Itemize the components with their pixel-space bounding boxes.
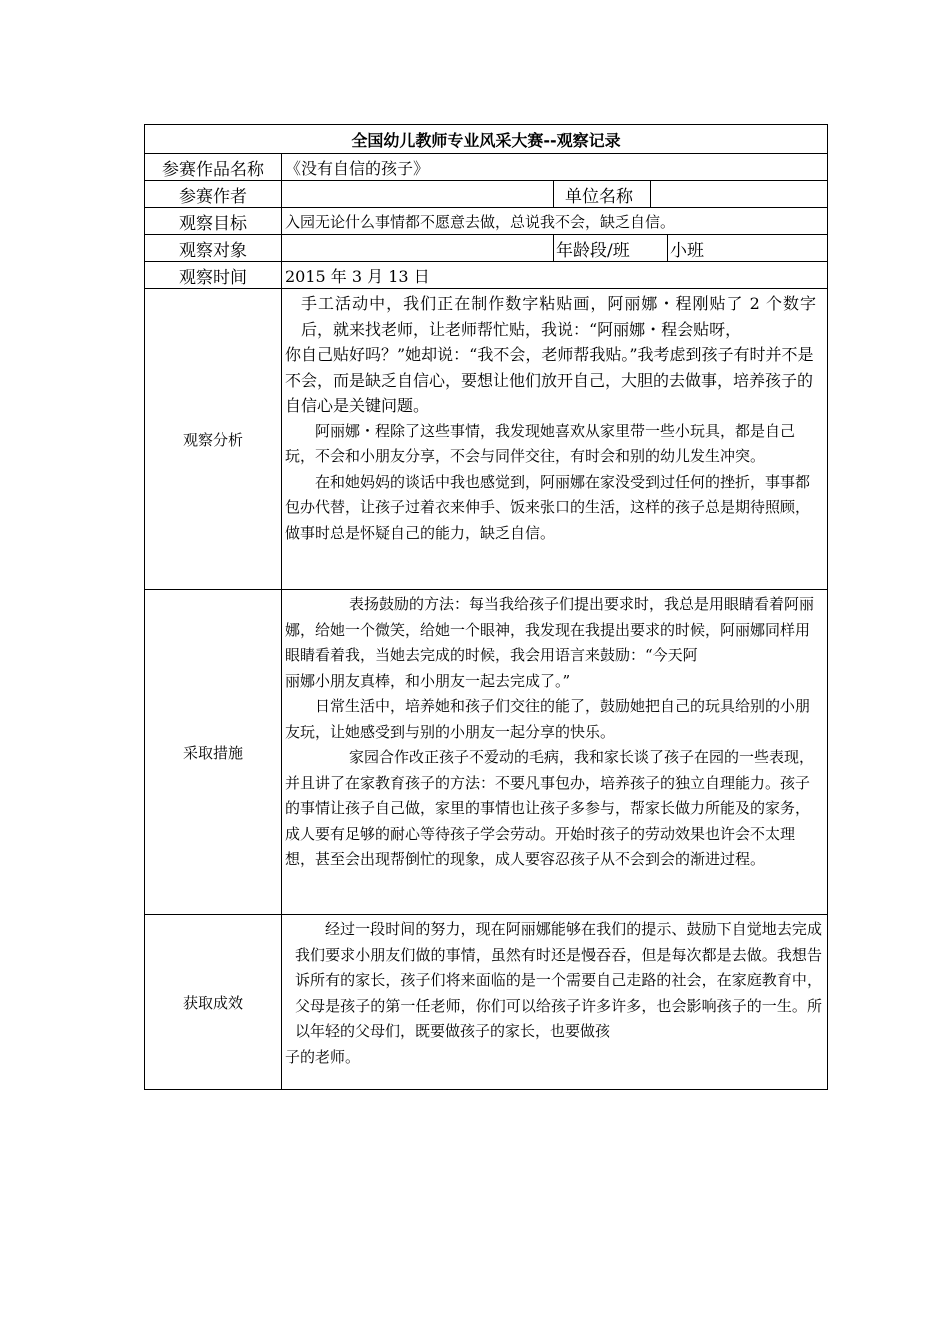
results-paragraph-1: 经过一段时间的努力，现在阿丽娜能够在我们的提示、鼓励下自觉地去完成我们要求小朋友们做的事情，虽然有时还是慢吞吞，但是每次都是去做。我想告诉所有的家长，孩子们将来面临的是一个需要自己走路的社会，在家庭教育中，父母是孩子的第一任老师，你们可以给孩子许多许多，也会影响孩子的一生。所以年轻的父母们，既要做孩子的家长，也要做孩: [295, 920, 822, 1040]
results-paragraph-2: 子的老师。: [285, 1047, 361, 1066]
unit-label: 单位名称: [565, 186, 633, 207]
row-goal: [145, 207, 827, 234]
work-name-label: 参赛作品名称: [145, 154, 282, 180]
row-analysis: [145, 288, 827, 589]
author-label: 参赛作者: [145, 181, 282, 207]
goal-label: 观察目标: [145, 208, 282, 234]
analysis-paragraph-4: 在和她妈妈的谈话中我也感觉到，阿丽娜在家没受到过任何的挫折，事事都包办代替，让孩子过着衣来伸手、饭来张口的生活，这样的孩子总是期待照顾，做事时总是怀疑自己的能力，缺乏自信。: [285, 472, 811, 542]
row-measures: [145, 589, 827, 914]
analysis-paragraph-2: 你自己贴好吗？”她却说：“我不会，老师帮我贴。”我考虑到孩子有时并不是不会，而是缺乏自信心，要想让他们放开自己，大胆的去做事，培养孩子的自信心是关键问题。: [285, 345, 814, 415]
measures-paragraph-3: 日常生活中，培养她和孩子们交往的能了，鼓励她把自己的玩具给别的小朋友玩，让她感受到与别的小朋友一起分享的快乐。: [285, 697, 811, 741]
measures-text: [282, 590, 827, 914]
measures-paragraph-1: 表扬鼓励的方法：每当我给孩子们提出要求时，我总是用眼睛看着阿丽娜，给她一个微笑，给她一个眼神，我发现在我提出要求的时候，阿丽娜同样用眼睛看着我，当她去完成的时候，我会用语言来鼓励：“今天阿: [285, 595, 815, 664]
results-text: [282, 915, 827, 1089]
subject-value: [282, 235, 553, 261]
measures-paragraph-2: 丽娜小朋友真棒，和小朋友一起去完成了。”: [285, 671, 571, 690]
age-class-value: 小班: [670, 240, 704, 261]
work-name-value: 《没有自信的孩子》: [285, 158, 430, 178]
analysis-paragraph-3: 阿丽娜・程除了这些事情，我发现她喜欢从家里带一些小玩具，都是自己玩，不会和小朋友分享，不会与同伴交往，有时会和别的幼儿发生冲突。: [285, 421, 796, 465]
time-value: 2015 年 3 月 13 日: [285, 266, 430, 286]
row-author: [145, 180, 827, 207]
author-value: [282, 181, 553, 207]
row-subject: [145, 234, 827, 261]
row-work-name: [145, 153, 827, 180]
row-time: [145, 261, 827, 288]
table-title: 全国幼儿教师专业风采大赛--观察记录: [351, 130, 621, 150]
time-label: 观察时间: [145, 262, 282, 288]
row-results: [145, 914, 827, 1089]
unit-value: [650, 181, 827, 207]
subject-label: 观察对象: [145, 235, 282, 261]
measures-label: 采取措施: [145, 590, 282, 914]
analysis-label: 观察分析: [145, 289, 282, 589]
goal-value: 入园无论什么事情都不愿意去做，总说我不会，缺乏自信。: [285, 212, 676, 231]
measures-paragraph-4: 家园合作改正孩子不爱动的毛病，我和家长谈了孩子在园的一些表现，并且讲了在家教育孩子的方法：不要凡事包办，培养孩子的独立自理能力。孩子的事情让孩子自己做，家里的事情也让孩子多参与，帮家长做力所能及的家务，成人要有足够的耐心等待孩子学会劳动。开始时孩子的劳动效果也许会不太理想，甚至会出现帮倒忙的现象，成人要容忍孩子从不会到会的渐进过程。: [285, 748, 815, 868]
analysis-text: [282, 289, 827, 589]
analysis-paragraph-1: 手工活动中，我们正在制作数字粘贴画，阿丽娜・程刚贴了 2 个数字后，就来找老师，让老师帮忙贴，我说：“阿丽娜・程会贴呀，: [301, 294, 816, 339]
observation-record-table: [144, 124, 828, 1090]
age-class-label: 年龄段/班: [556, 240, 630, 261]
results-label: 获取成效: [145, 915, 282, 1089]
